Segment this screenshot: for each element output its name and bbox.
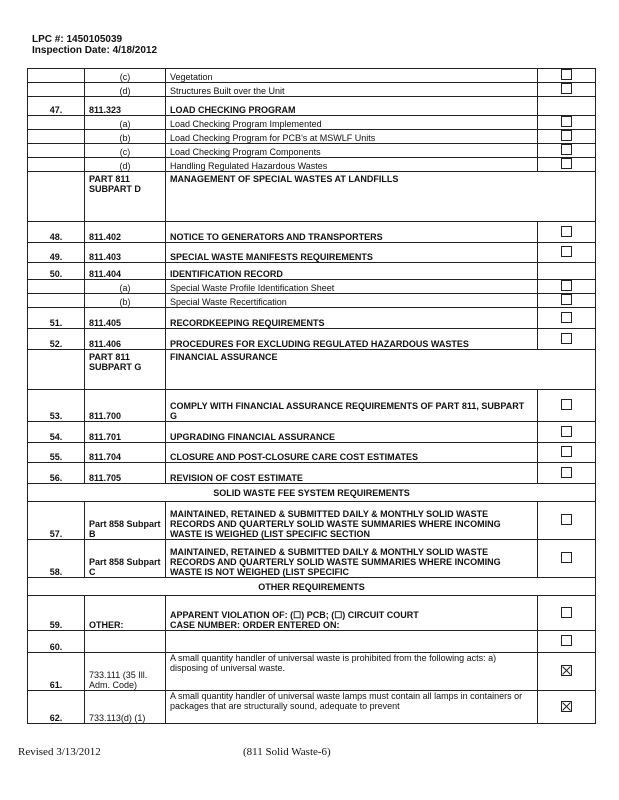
checkbox[interactable] bbox=[561, 552, 572, 563]
part-title: FINANCIAL ASSURANCE bbox=[166, 350, 596, 390]
table-row bbox=[28, 243, 596, 263]
requirement-description bbox=[166, 329, 538, 350]
requirement-description bbox=[166, 83, 538, 97]
section-heading: SOLID WASTE FEE SYSTEM REQUIREMENTS bbox=[28, 484, 596, 502]
row-number: 51. bbox=[28, 308, 85, 329]
requirement-text: A small quantity handler of universal waste is prohibited from the following acts: a) disposing of universal waste. bbox=[170, 653, 497, 673]
checkbox[interactable] bbox=[561, 446, 572, 457]
requirement-text: Handling Regulated Hazardous Wastes bbox=[170, 161, 328, 171]
regulation-code: 811.405 bbox=[85, 308, 166, 329]
checkbox[interactable] bbox=[561, 226, 572, 237]
checkbox[interactable] bbox=[561, 514, 572, 525]
requirement-description bbox=[166, 144, 538, 158]
requirement-text: SPECIAL WASTE MANIFESTS REQUIREMENTS bbox=[170, 252, 373, 262]
row-number: 47. bbox=[28, 97, 85, 116]
table-row bbox=[28, 263, 596, 280]
requirement-description bbox=[166, 243, 538, 263]
checkbox[interactable] bbox=[561, 83, 572, 94]
checkbox[interactable] bbox=[561, 144, 572, 155]
checked-box[interactable] bbox=[561, 665, 572, 676]
regulation-code: OTHER: bbox=[85, 596, 166, 631]
regulation-code: 811.404 bbox=[85, 263, 166, 280]
table-row bbox=[28, 172, 596, 222]
regulation-code: (d) bbox=[85, 83, 166, 97]
requirement-description bbox=[166, 463, 538, 484]
checkbox-cell bbox=[538, 631, 596, 653]
checkbox-cell bbox=[538, 83, 596, 97]
checked-box[interactable] bbox=[561, 701, 572, 712]
checkbox-cell bbox=[538, 329, 596, 350]
requirement-text: LOAD CHECKING PROGRAM bbox=[170, 105, 296, 115]
checkbox-cell bbox=[538, 243, 596, 263]
inspection-checklist-table bbox=[27, 68, 596, 724]
regulation-code: 811.403 bbox=[85, 243, 166, 263]
requirement-description bbox=[166, 540, 538, 578]
checkbox-cell bbox=[538, 116, 596, 130]
requirement-description bbox=[166, 263, 538, 280]
regulation-code: 811.323 bbox=[85, 97, 166, 116]
table-row bbox=[28, 83, 596, 97]
checkbox-cell bbox=[538, 422, 596, 443]
checkbox[interactable] bbox=[561, 280, 572, 291]
requirement-text: UPGRADING FINANCIAL ASSURANCE bbox=[170, 432, 336, 442]
requirement-text: Special Waste Profile Identification Sheet bbox=[170, 283, 335, 293]
checkbox-cell bbox=[538, 463, 596, 484]
requirement-text: Load Checking Program for PCB's at MSWLF Units bbox=[170, 133, 376, 143]
table-row bbox=[28, 329, 596, 350]
regulation-code: Part 858 Subpart C bbox=[85, 540, 166, 578]
row-number: 50. bbox=[28, 263, 85, 280]
requirement-text: MAINTAINED, RETAINED & SUBMITTED DAILY & MONTHLY SOLID WASTE RECORDS AND QUARTERLY SOLID WASTE SUMMARIES WHERE INCOMING WASTE IS WEIGHED (LIST SPECIFIC SECTION bbox=[170, 509, 501, 539]
section-heading: OTHER REQUIREMENTS bbox=[28, 578, 596, 596]
table-row bbox=[28, 484, 596, 502]
lpc-number: LPC #: 1450105039 bbox=[32, 34, 123, 45]
row-number bbox=[28, 280, 85, 294]
requirement-text: COMPLY WITH FINANCIAL ASSURANCE REQUIREMENTS OF PART 811, SUBPART G bbox=[170, 401, 525, 421]
row-number bbox=[28, 350, 85, 390]
row-number: 60. bbox=[28, 631, 85, 653]
checkbox[interactable] bbox=[561, 333, 572, 344]
row-number bbox=[28, 130, 85, 144]
checkbox-cell bbox=[538, 691, 596, 724]
regulation-code: (a) bbox=[85, 116, 166, 130]
table-row bbox=[28, 69, 596, 83]
requirement-text: Load Checking Program Implemented bbox=[170, 119, 322, 129]
checkbox-cell bbox=[538, 69, 596, 83]
part-subpart-label: PART 811 SUBPART G bbox=[85, 350, 166, 390]
row-number: 53. bbox=[28, 390, 85, 422]
table-row bbox=[28, 631, 596, 653]
requirement-text: IDENTIFICATION RECORD bbox=[170, 269, 283, 279]
table-row bbox=[28, 463, 596, 484]
requirement-text: Structures Built over the Unit bbox=[170, 86, 285, 96]
table-row bbox=[28, 116, 596, 130]
regulation-code: (c) bbox=[85, 144, 166, 158]
checkbox[interactable] bbox=[561, 158, 572, 169]
requirement-text: A small quantity handler of universal waste lamps must contain all lamps in containers or packages that are structurally sound, adequate to prevent bbox=[170, 691, 523, 711]
checkbox[interactable] bbox=[561, 130, 572, 141]
regulation-code: (c) bbox=[85, 69, 166, 83]
checkbox-cell bbox=[538, 97, 596, 116]
requirement-text: NOTICE TO GENERATORS AND TRANSPORTERS bbox=[170, 232, 383, 242]
checkbox-cell bbox=[538, 596, 596, 631]
requirement-description bbox=[166, 691, 538, 724]
part-title: MANAGEMENT OF SPECIAL WASTES AT LANDFILLS bbox=[166, 172, 596, 222]
regulation-code: 811.402 bbox=[85, 222, 166, 243]
requirement-description bbox=[166, 222, 538, 243]
table-row bbox=[28, 596, 596, 631]
row-number bbox=[28, 116, 85, 130]
regulation-code: Part 858 Subpart B bbox=[85, 502, 166, 540]
table-row bbox=[28, 97, 596, 116]
requirement-description bbox=[166, 422, 538, 443]
row-number: 57. bbox=[28, 502, 85, 540]
row-number: 54. bbox=[28, 422, 85, 443]
regulation-code: 811.406 bbox=[85, 329, 166, 350]
row-number: 52. bbox=[28, 329, 85, 350]
row-number: 58. bbox=[28, 540, 85, 578]
requirement-text: REVISION OF COST ESTIMATE bbox=[170, 473, 303, 483]
table-row bbox=[28, 653, 596, 691]
regulation-code: 811.705 bbox=[85, 463, 166, 484]
regulation-code: 811.704 bbox=[85, 443, 166, 463]
requirement-description bbox=[166, 443, 538, 463]
requirement-text: CLOSURE AND POST-CLOSURE CARE COST ESTIMATES bbox=[170, 452, 419, 462]
inspection-date: Inspection Date: 4/18/2012 bbox=[32, 45, 158, 56]
revision-date: Revised 3/13/2012 bbox=[18, 746, 101, 758]
checkbox-cell bbox=[538, 263, 596, 280]
row-number: 59. bbox=[28, 596, 85, 631]
table-row bbox=[28, 691, 596, 724]
row-number bbox=[28, 158, 85, 172]
page-label: (811 Solid Waste-6) bbox=[243, 746, 331, 758]
checkbox[interactable] bbox=[561, 635, 572, 646]
requirement-description bbox=[166, 69, 538, 83]
checkbox-cell bbox=[538, 130, 596, 144]
table-row bbox=[28, 540, 596, 578]
checkbox-cell bbox=[538, 222, 596, 243]
requirement-description bbox=[166, 308, 538, 329]
table-row bbox=[28, 443, 596, 463]
table-row bbox=[28, 280, 596, 294]
requirement-description bbox=[166, 390, 538, 422]
checkbox[interactable] bbox=[561, 467, 572, 478]
checkbox[interactable] bbox=[561, 607, 572, 618]
checkbox[interactable] bbox=[561, 294, 572, 305]
checkbox-cell bbox=[538, 540, 596, 578]
requirement-description bbox=[166, 631, 538, 653]
checkbox[interactable] bbox=[561, 69, 572, 80]
regulation-code: 811.700 bbox=[85, 390, 166, 422]
row-number bbox=[28, 144, 85, 158]
row-number bbox=[28, 172, 85, 222]
table-row bbox=[28, 308, 596, 329]
requirement-description bbox=[166, 116, 538, 130]
row-number bbox=[28, 69, 85, 83]
case-number-line: CASE NUMBER: ORDER ENTERED ON: bbox=[170, 620, 340, 630]
requirement-description bbox=[166, 294, 538, 308]
table-row bbox=[28, 350, 596, 390]
checkbox[interactable] bbox=[561, 246, 572, 257]
regulation-code: 733.111 (35 Ill. Adm. Code) bbox=[85, 653, 166, 691]
requirement-text: APPARENT VIOLATION OF: (☐) PCB; (☐) CIRCUIT COURT bbox=[170, 610, 419, 620]
checkbox-cell bbox=[538, 443, 596, 463]
checkbox[interactable] bbox=[561, 312, 572, 323]
part-subpart-label: PART 811 SUBPART D bbox=[85, 172, 166, 222]
table-row bbox=[28, 222, 596, 243]
checkbox[interactable] bbox=[561, 399, 572, 410]
table-row bbox=[28, 502, 596, 540]
checkbox-cell bbox=[538, 308, 596, 329]
checkbox-cell bbox=[538, 144, 596, 158]
requirement-description bbox=[166, 97, 538, 116]
checkbox-cell bbox=[538, 280, 596, 294]
row-number: 56. bbox=[28, 463, 85, 484]
regulation-code: 811.701 bbox=[85, 422, 166, 443]
checkbox-cell bbox=[538, 653, 596, 691]
regulation-code: (a) bbox=[85, 280, 166, 294]
regulation-code: (b) bbox=[85, 294, 166, 308]
checkbox-cell bbox=[538, 390, 596, 422]
table-row bbox=[28, 422, 596, 443]
requirement-text: MAINTAINED, RETAINED & SUBMITTED DAILY & MONTHLY SOLID WASTE RECORDS AND QUARTERLY SOLID WASTE SUMMARIES WHERE INCOMING WASTE IS NOT WEIGHED (LIST SPECIFIC bbox=[170, 547, 501, 577]
table-row bbox=[28, 144, 596, 158]
regulation-code bbox=[85, 631, 166, 653]
regulation-code: 733.113(d) (1) bbox=[85, 691, 166, 724]
requirement-text: Special Waste Recertification bbox=[170, 297, 287, 307]
table-row bbox=[28, 578, 596, 596]
requirement-description bbox=[166, 130, 538, 144]
requirement-text: Vegetation bbox=[170, 72, 213, 82]
requirement-description bbox=[166, 158, 538, 172]
regulation-code: (b) bbox=[85, 130, 166, 144]
requirement-text: RECORDKEEPING REQUIREMENTS bbox=[170, 318, 325, 328]
row-number: 55. bbox=[28, 443, 85, 463]
requirement-description bbox=[166, 596, 538, 631]
table-row bbox=[28, 130, 596, 144]
requirement-description bbox=[166, 653, 538, 691]
checkbox-cell bbox=[538, 158, 596, 172]
table-row bbox=[28, 390, 596, 422]
checkbox-cell bbox=[538, 502, 596, 540]
regulation-code: (d) bbox=[85, 158, 166, 172]
checkbox[interactable] bbox=[561, 116, 572, 127]
requirement-description bbox=[166, 502, 538, 540]
row-number: 48. bbox=[28, 222, 85, 243]
row-number bbox=[28, 83, 85, 97]
requirement-description bbox=[166, 280, 538, 294]
row-number: 49. bbox=[28, 243, 85, 263]
row-number: 62. bbox=[28, 691, 85, 724]
row-number: 61. bbox=[28, 653, 85, 691]
table-row bbox=[28, 158, 596, 172]
checkbox[interactable] bbox=[561, 426, 572, 437]
checkbox-cell bbox=[538, 294, 596, 308]
table-row bbox=[28, 294, 596, 308]
row-number bbox=[28, 294, 85, 308]
requirement-text: Load Checking Program Components bbox=[170, 147, 321, 157]
requirement-text: PROCEDURES FOR EXCLUDING REGULATED HAZARDOUS WASTES bbox=[170, 339, 469, 349]
